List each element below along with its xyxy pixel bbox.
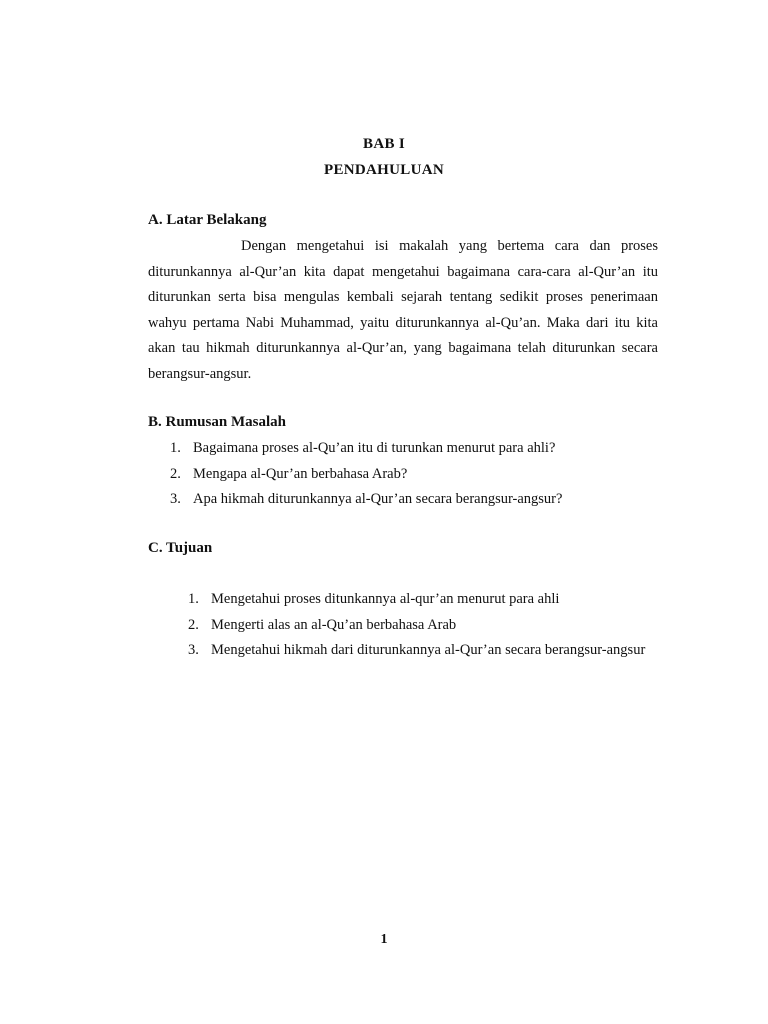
list-item-number: 1. (188, 591, 199, 607)
list-item-number: 1. (170, 440, 181, 456)
list-item-number: 2. (188, 616, 199, 633)
list-item (170, 487, 670, 513)
list-item-number: 3. (188, 642, 199, 658)
list-item-number: 2. (170, 465, 181, 482)
list-item-number: 3. (170, 491, 181, 507)
list-item-text: Mengapa al-Qur’an berbahasa Arab? (193, 465, 408, 482)
list-item (188, 638, 648, 664)
list-item-text: Mengetahui hikmah dari diturunkannya al-Qur’an secara berangsur-angsur (211, 642, 646, 658)
problem-list (170, 436, 670, 513)
list-item (170, 436, 670, 462)
list-item-text: Bagaimana proses al-Qu’an itu di turunkan menurut para ahli? (193, 440, 556, 456)
section-a-heading: A. Latar Belakang (148, 212, 267, 228)
list-item (188, 613, 648, 639)
list-item (188, 587, 648, 613)
goals-list (188, 587, 648, 664)
section-c-heading: C. Tujuan (148, 540, 213, 556)
list-item-text: Mengerti alas an al-Qu’an berbahasa Arab (211, 616, 457, 633)
list-item-text: Apa hikmah diturunkannya al-Qur’an secara berangsur-angsur? (193, 491, 563, 507)
chapter-label: BAB I (363, 136, 405, 152)
page-number: 1 (380, 932, 388, 947)
list-item-text: Mengetahui proses ditunkannya al-qur’an menurut para ahli (211, 591, 560, 607)
section-a-paragraph: Dengan mengetahui isi makalah yang bertema cara dan proses diturunkannya al-Qur’an kita dapat mengetahui bagaimana cara-cara al-Qur’an itu diturunkan serta bisa mengulas kembali sejarah tentang sedikit proses penerimaan wahyu pertama Nabi Muhammad, yaitu diturunkannya al-Qu’an. Maka dari itu kita akan tau hikmah diturunkannya al-Qur’an, yang bagaimana telah diturunkan secara berangsur-angsur. (148, 238, 658, 382)
list-item (170, 462, 670, 488)
section-b-heading: B. Rumusan Masalah (148, 414, 286, 430)
chapter-title: PENDAHULUAN (324, 162, 444, 178)
